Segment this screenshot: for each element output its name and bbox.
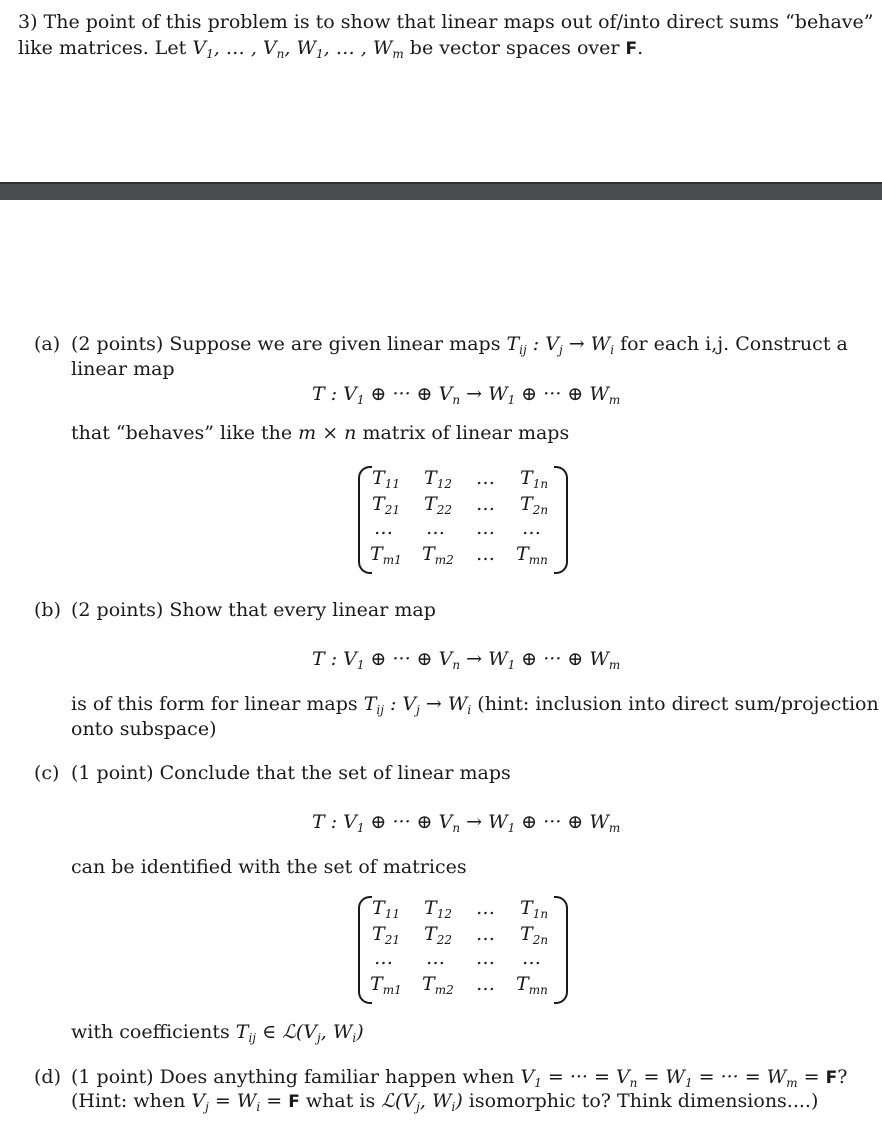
part-a-points: (2 points) <box>71 333 164 355</box>
part-c-line2: can be identified with the set of matrices <box>71 856 467 878</box>
part-b-line3: onto subspace) <box>71 718 217 740</box>
part-a-line3 <box>71 421 569 445</box>
vector-spaces-math: $V_1$, … , $V_n$, $W_1$, … , $W_m$ <box>192 37 404 61</box>
part-a-dimension: m × n <box>298 422 357 444</box>
part-c-label: (c) <box>34 762 60 784</box>
part-c-text1: Conclude that the set of linear maps <box>159 762 511 784</box>
part-c-points: (1 point) <box>71 762 154 784</box>
part-d-hint-field: F <box>288 1092 300 1112</box>
part-a-map-tij: $T_{ij}$ : $V_j \to W_i$ <box>506 333 615 357</box>
part-b-label: (b) <box>34 599 61 621</box>
part-b-line1 <box>71 598 436 622</box>
part-b-text2b: (hint: inclusion into direct sum/projection <box>471 693 879 715</box>
part-c-line1 <box>71 761 511 785</box>
part-b-points: (2 points) <box>71 599 164 621</box>
field-symbol: F <box>625 39 638 59</box>
part-a-line2: linear map <box>71 358 175 380</box>
part-a-display-map: T : $V_1$ ⊕ ··· ⊕ $V_n \to W_1$ ⊕ ··· ⊕ $W_m$ <box>312 383 621 407</box>
matrix-right-bracket <box>554 466 568 574</box>
part-d-equality-math: $V_1$ = ··· = $V_n = W_1$ = ··· = $W_m$ = <box>520 1066 826 1090</box>
part-b-line2 <box>71 692 879 716</box>
part-d-lmap-math: $ℒ(V_j$, $W_i$) <box>381 1090 463 1114</box>
matrix-right-bracket <box>554 896 568 1004</box>
part-d-line2 <box>71 1089 818 1114</box>
intro-text-b: be vector spaces over <box>403 37 626 59</box>
part-b-text2: is of this form for linear maps <box>71 693 364 715</box>
part-d-text2a: (Hint: when <box>71 1090 192 1112</box>
part-d-points: (1 point) <box>71 1066 154 1088</box>
part-a-text3b: matrix of linear maps <box>356 422 570 444</box>
part-b-text1: Show that every linear map <box>169 599 436 621</box>
part-c-text3: with coefficients <box>71 1021 236 1043</box>
part-a-line1 <box>71 332 848 356</box>
matrix-a: $T_{11}$ $T_{12}$ … $T_{1n}$ $T_{21}$ $T_{22}$ … $T_{2n}$ … … … … $T_{m1}$ $T_{m2}$ … $T_{mn}$ <box>358 466 568 570</box>
part-d-hint-math: $V_j = W_i$ = <box>191 1090 289 1114</box>
part-a-text3: that “behaves” like the <box>71 422 299 444</box>
matrix-c: $T_{11}$ $T_{12}$ … $T_{1n}$ $T_{21}$ $T_{22}$ … $T_{2n}$ … … … … $T_{m1}$ $T_{m2}$ … $T_{mn}$ <box>358 896 568 1000</box>
part-a-text1: Suppose we are given linear maps <box>169 333 507 355</box>
part-d-field: F <box>825 1068 838 1088</box>
problem-intro-line2: like matrices. Let $V_1$, … , $V_n$, $W_1$, … , $W_m$ be vector spaces over F. <box>18 37 644 61</box>
part-a-label: (a) <box>34 333 61 355</box>
problem-intro-line1: 3) The point of this problem is to show that linear maps out of/into direct sums “behave” <box>18 11 874 33</box>
part-b-map-tij: $T_{ij}$ : $V_j \to W_i$ <box>363 693 472 717</box>
part-c-display-map: T : $V_1$ ⊕ ··· ⊕ $V_n \to W_1$ ⊕ ··· ⊕ $W_m$ <box>312 811 621 835</box>
part-d-text2b: what is <box>299 1090 382 1112</box>
part-d-text2c: isomorphic to? Think dimensions....) <box>462 1090 819 1112</box>
part-a-text1b: for each i,j. Construct a <box>614 333 848 355</box>
part-d-line1: (1 point) Does anything familiar happen when $V_1$ = ··· = $V_n = W_1$ = ··· = $W_m = F$? <box>71 1066 848 1090</box>
part-d-text1: Does anything familiar happen when <box>159 1066 521 1088</box>
part-c-line3 <box>71 1020 364 1044</box>
part-c-coeff-math: $T_{ij}$ ∈ $ℒ(V_j$, $W_i$) <box>235 1021 364 1045</box>
page-divider <box>0 182 882 200</box>
intro-text-a: like matrices. Let <box>18 37 193 59</box>
part-d-label: (d) <box>34 1066 61 1088</box>
part-b-display-map: T : $V_1$ ⊕ ··· ⊕ $V_n \to W_1$ ⊕ ··· ⊕ $W_m$ <box>312 648 621 672</box>
